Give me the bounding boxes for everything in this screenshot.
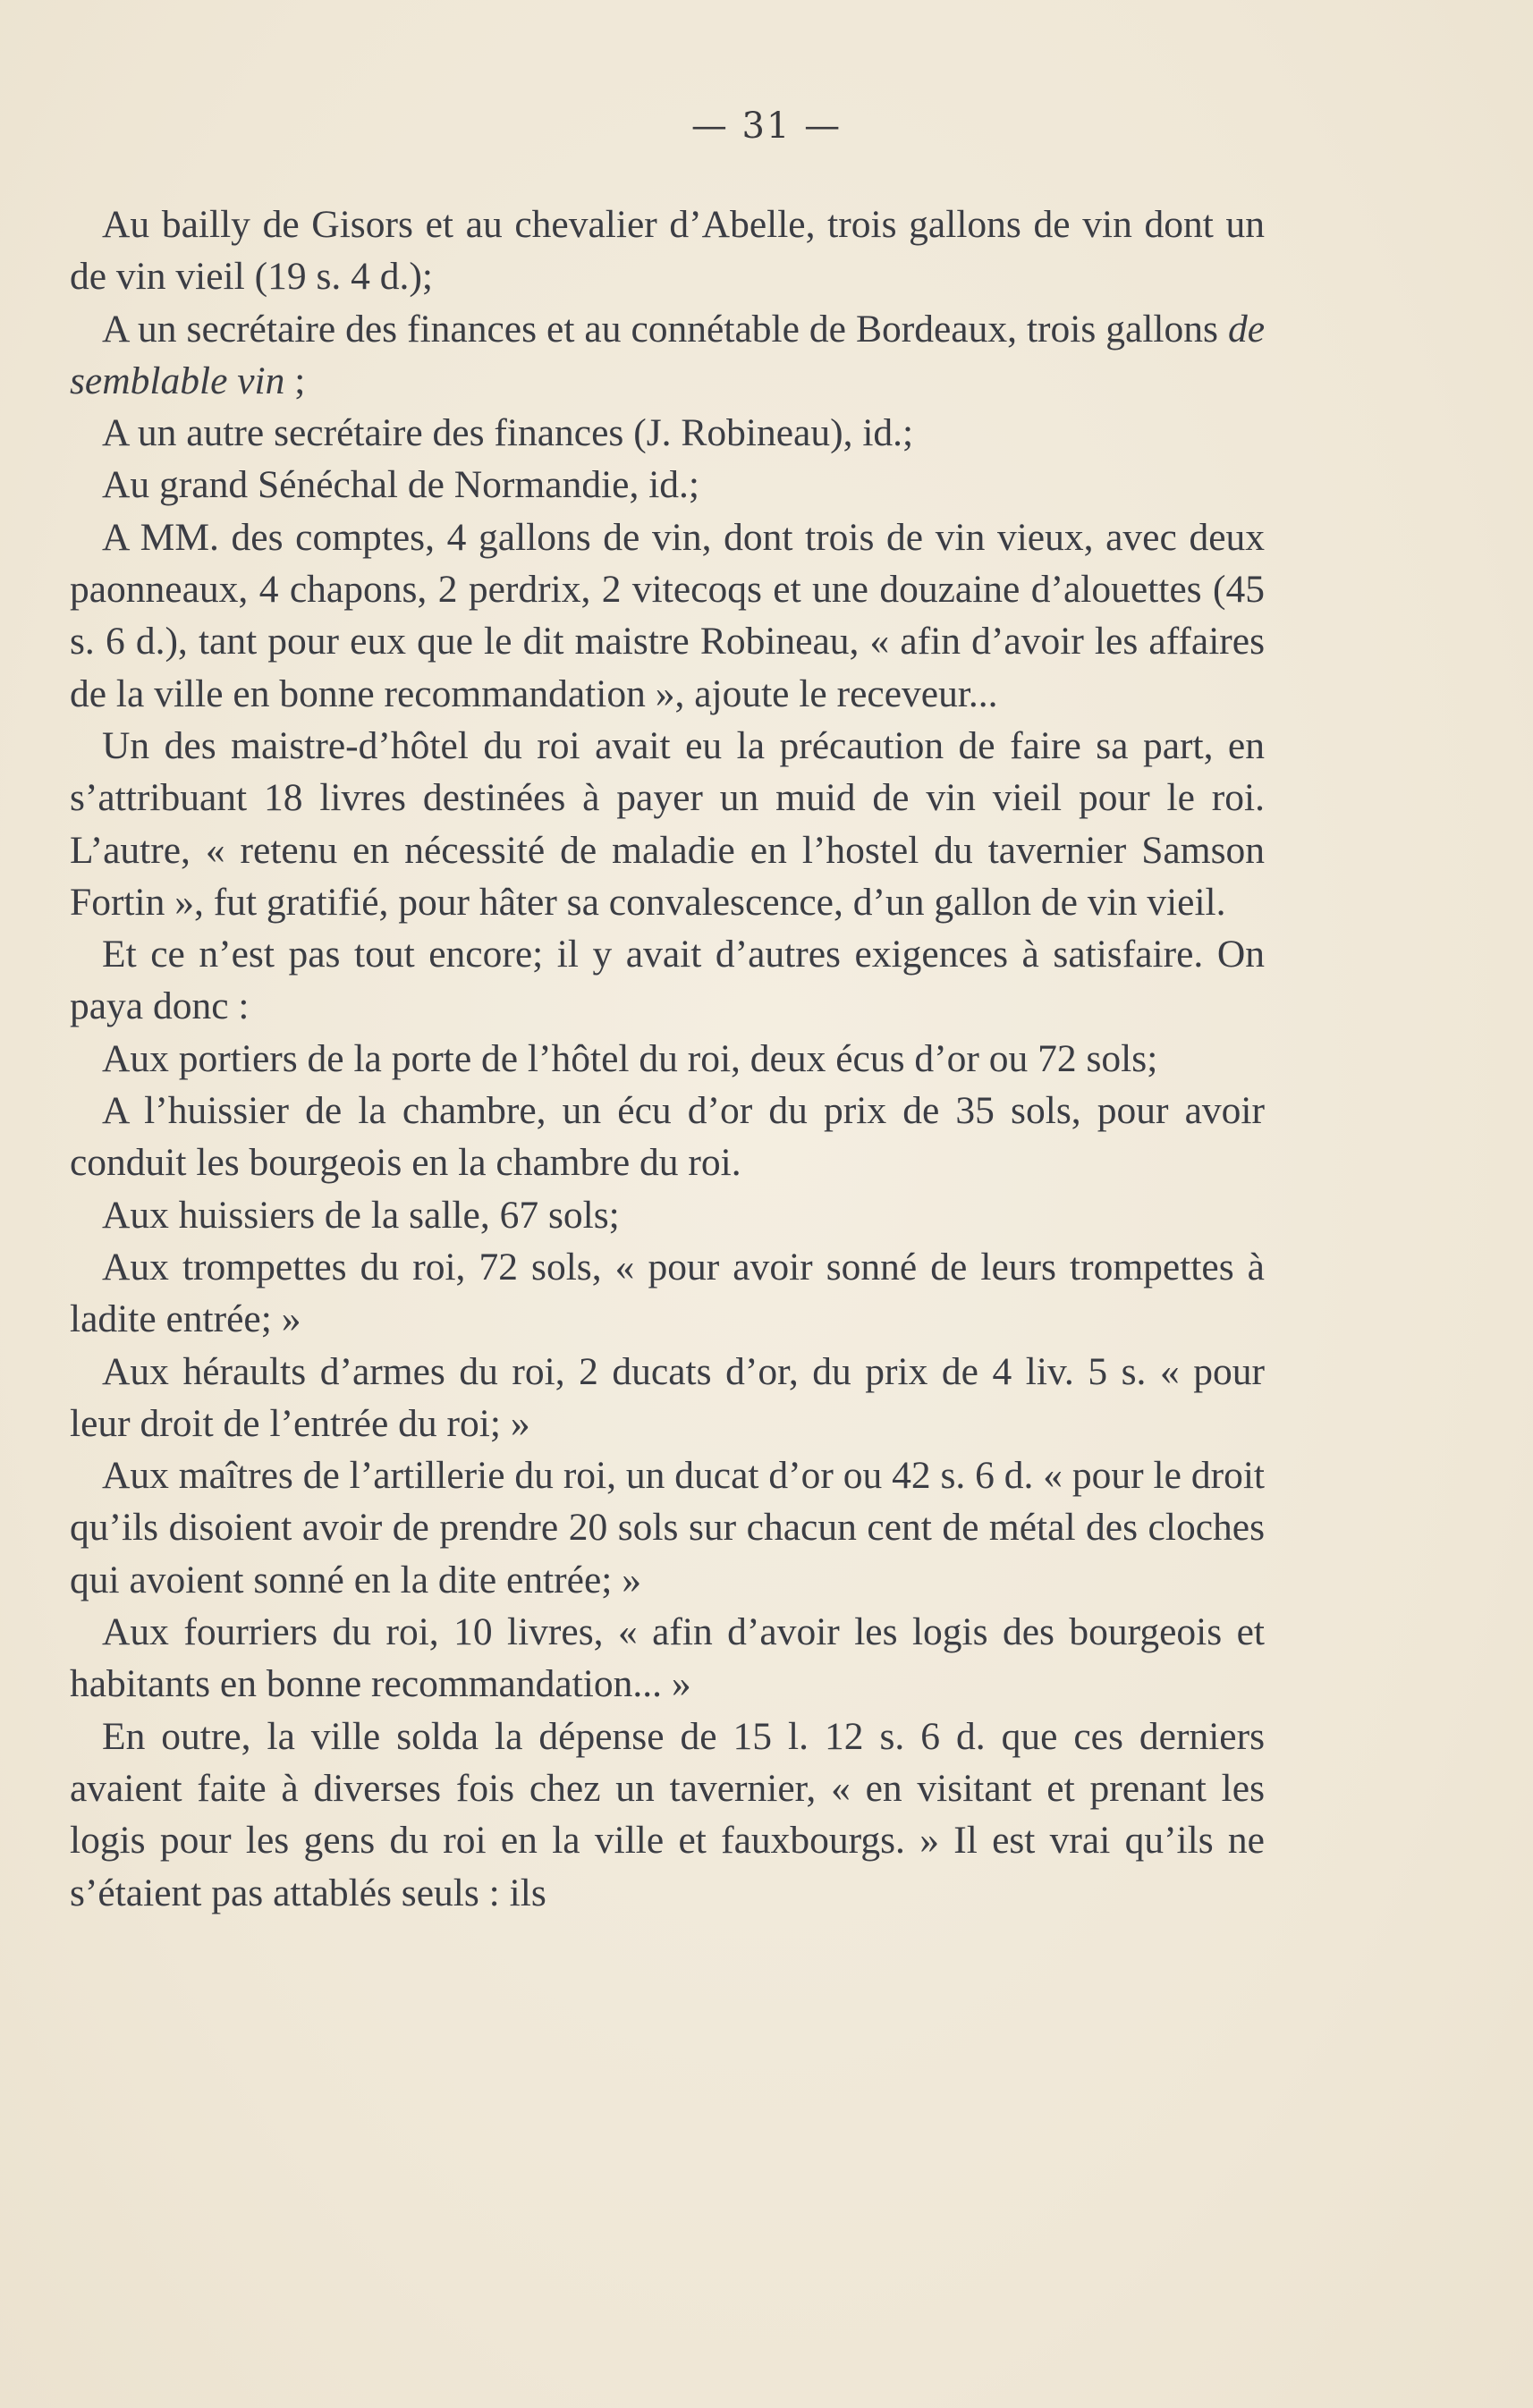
paragraph-8: Aux portiers de la porte de l’hôtel du roi, deux écus d’or ou 72 sols; <box>102 1036 1158 1080</box>
paragraph-3: A un autre secrétaire des finances (J. Robineau), id.; <box>102 411 914 455</box>
paragraph-13: Aux maîtres de l’artillerie du roi, un ducat d’or ou 42 s. 6 d. « pour le droit qu’ils disoient avoir de prendre 20 sols sur chacun cent de métal des cloches qui avoient sonné en la dite entrée; » <box>70 1454 1265 1601</box>
paragraph-5: A MM. des comptes, 4 gallons de vin, dont trois de vin vieux, avec deux paonneaux, 4 chapons, 2 perdrix, 2 vitecoqs et une douzaine d’alouettes (45 s. 6 d.), tant pour eux que le dit maistre Robineau, « afin d’avoir les affaires de la ville en bonne recommandation », ajoute le receveur... <box>70 515 1265 715</box>
paragraph-2-end: ; <box>284 359 306 402</box>
paragraph-4: Au grand Sénéchal de Normandie, id.; <box>102 463 700 507</box>
paragraph-7: Et ce n’est pas tout encore; il y avait d’autres exigences à satisfaire. On paya donc : <box>70 933 1265 1028</box>
paragraph-1: Au bailly de Gisors et au chevalier d’Abelle, trois gallons de vin dont un de vin vieil (19 s. 4 d.); <box>70 203 1265 299</box>
paragraph-2 <box>70 303 1265 408</box>
paragraph-2-italic: de semblable vin <box>70 307 1265 402</box>
page-number: — 31 — <box>690 106 843 147</box>
paragraph-9: A l’huissier de la chambre, un écu d’or du prix de 35 sols, pour avoir conduit les bourgeois en la chambre du roi. <box>70 1089 1265 1185</box>
paragraph-11: Aux trompettes du roi, 72 sols, « pour avoir sonné de leurs trompettes à ladite entrée; » <box>70 1245 1265 1341</box>
paragraph-10: Aux huissiers de la salle, 67 sols; <box>102 1193 620 1237</box>
paragraph-14: Aux fourriers du roi, 10 livres, « afin d’avoir les logis des bourgeois et habitants en bonne recommandation... » <box>70 1610 1265 1706</box>
paragraph-12: Aux héraults d’armes du roi, 2 ducats d’or, du prix de 4 liv. 5 s. « pour leur droit de l’entrée du roi; » <box>70 1349 1265 1445</box>
body-text <box>70 199 1265 1919</box>
paragraph-15: En outre, la ville solda la dépense de 15 l. 12 s. 6 d. que ces derniers avaient faite à diverses fois chez un tavernier, « en visitant et prenant les logis pour les gens du roi en la ville et fauxbourgs. » Il est vrai qu’ils ne s’étaient pas attablés seuls : ils <box>70 1714 1265 1914</box>
paragraph-6: Un des maistre-d’hôtel du roi avait eu la précaution de faire sa part, en s’attribuant 18 livres destinées à payer un muid de vin vieil pour le roi. L’autre, « retenu en nécessité de maladie en l’hostel du tavernier Samson Fortin », fut gratifié, pour hâter sa convalescence, d’un gallon de vin vieil. <box>70 723 1265 924</box>
paragraph-2-text: A un secrétaire des finances et au connétable de Bordeaux, trois gallons <box>102 307 1228 351</box>
